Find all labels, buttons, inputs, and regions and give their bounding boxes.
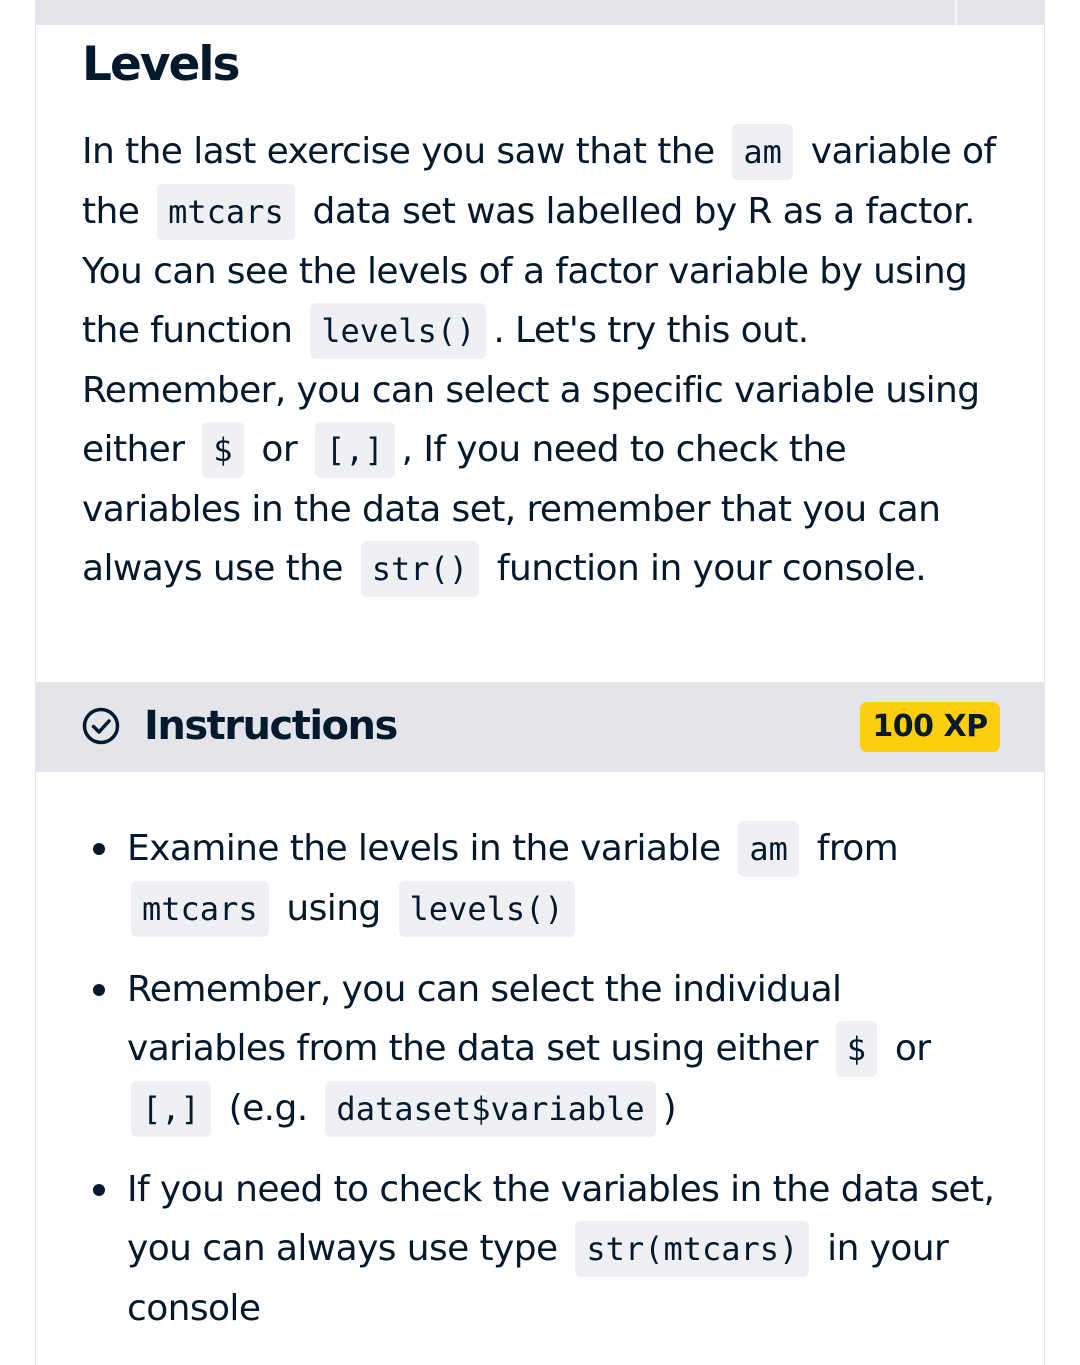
item-text: from	[805, 828, 899, 869]
item-text: )	[662, 1088, 677, 1129]
check-circle-icon	[82, 707, 120, 745]
code-mtcars: mtcars	[157, 184, 295, 240]
description-text: function in your console.	[486, 548, 927, 589]
code-str-mtcars: str(mtcars)	[575, 1221, 809, 1277]
exercise-title: Levels	[82, 37, 239, 92]
list-item	[127, 1160, 1007, 1338]
description-text: . Let's try this out. Remember, you can select a specific variable using either	[82, 310, 980, 470]
bullet-icon	[93, 843, 105, 855]
code-dataset-variable: dataset$variable	[325, 1081, 655, 1137]
exercise-description	[82, 122, 1012, 599]
top-toolbar	[35, 0, 1045, 25]
list-item	[127, 819, 1007, 939]
xp-badge: 100 XP	[860, 702, 1000, 752]
instructions-title: Instructions	[144, 703, 397, 749]
code-dollar: $	[202, 422, 243, 478]
item-text: Remember, you can select the individual variables from the data set using either	[127, 969, 842, 1069]
item-text: or	[884, 1028, 931, 1069]
description-text: In the last exercise you saw that the	[82, 131, 726, 172]
description-text: data set was labelled by R as a factor. You can see the levels of a factor variable by using the function	[82, 191, 975, 351]
item-text: (e.g.	[217, 1088, 319, 1129]
code-am: am	[738, 821, 799, 877]
item-text: in your console	[127, 1228, 949, 1329]
code-levels: levels()	[399, 881, 575, 937]
bullet-icon	[93, 1184, 105, 1196]
toolbar-divider	[955, 0, 957, 25]
description-text: or	[250, 429, 308, 470]
list-item	[127, 960, 1007, 1139]
description-text: variable of the	[82, 131, 996, 232]
item-text: Examine the levels in the variable	[127, 828, 732, 869]
description-text: , If you need to check the variables in the data set, remember that you can always use the	[82, 429, 941, 589]
code-bracket: [,]	[131, 1081, 211, 1137]
code-mtcars: mtcars	[131, 881, 269, 937]
code-levels: levels()	[310, 303, 486, 359]
item-text: using	[275, 888, 392, 929]
code-bracket: [,]	[315, 422, 395, 478]
code-dollar: $	[836, 1021, 877, 1077]
item-text: If you need to check the variables in the data set, you can always use type	[127, 1169, 995, 1269]
bullet-icon	[93, 984, 105, 996]
code-am: am	[732, 124, 793, 180]
code-str: str()	[361, 541, 479, 597]
